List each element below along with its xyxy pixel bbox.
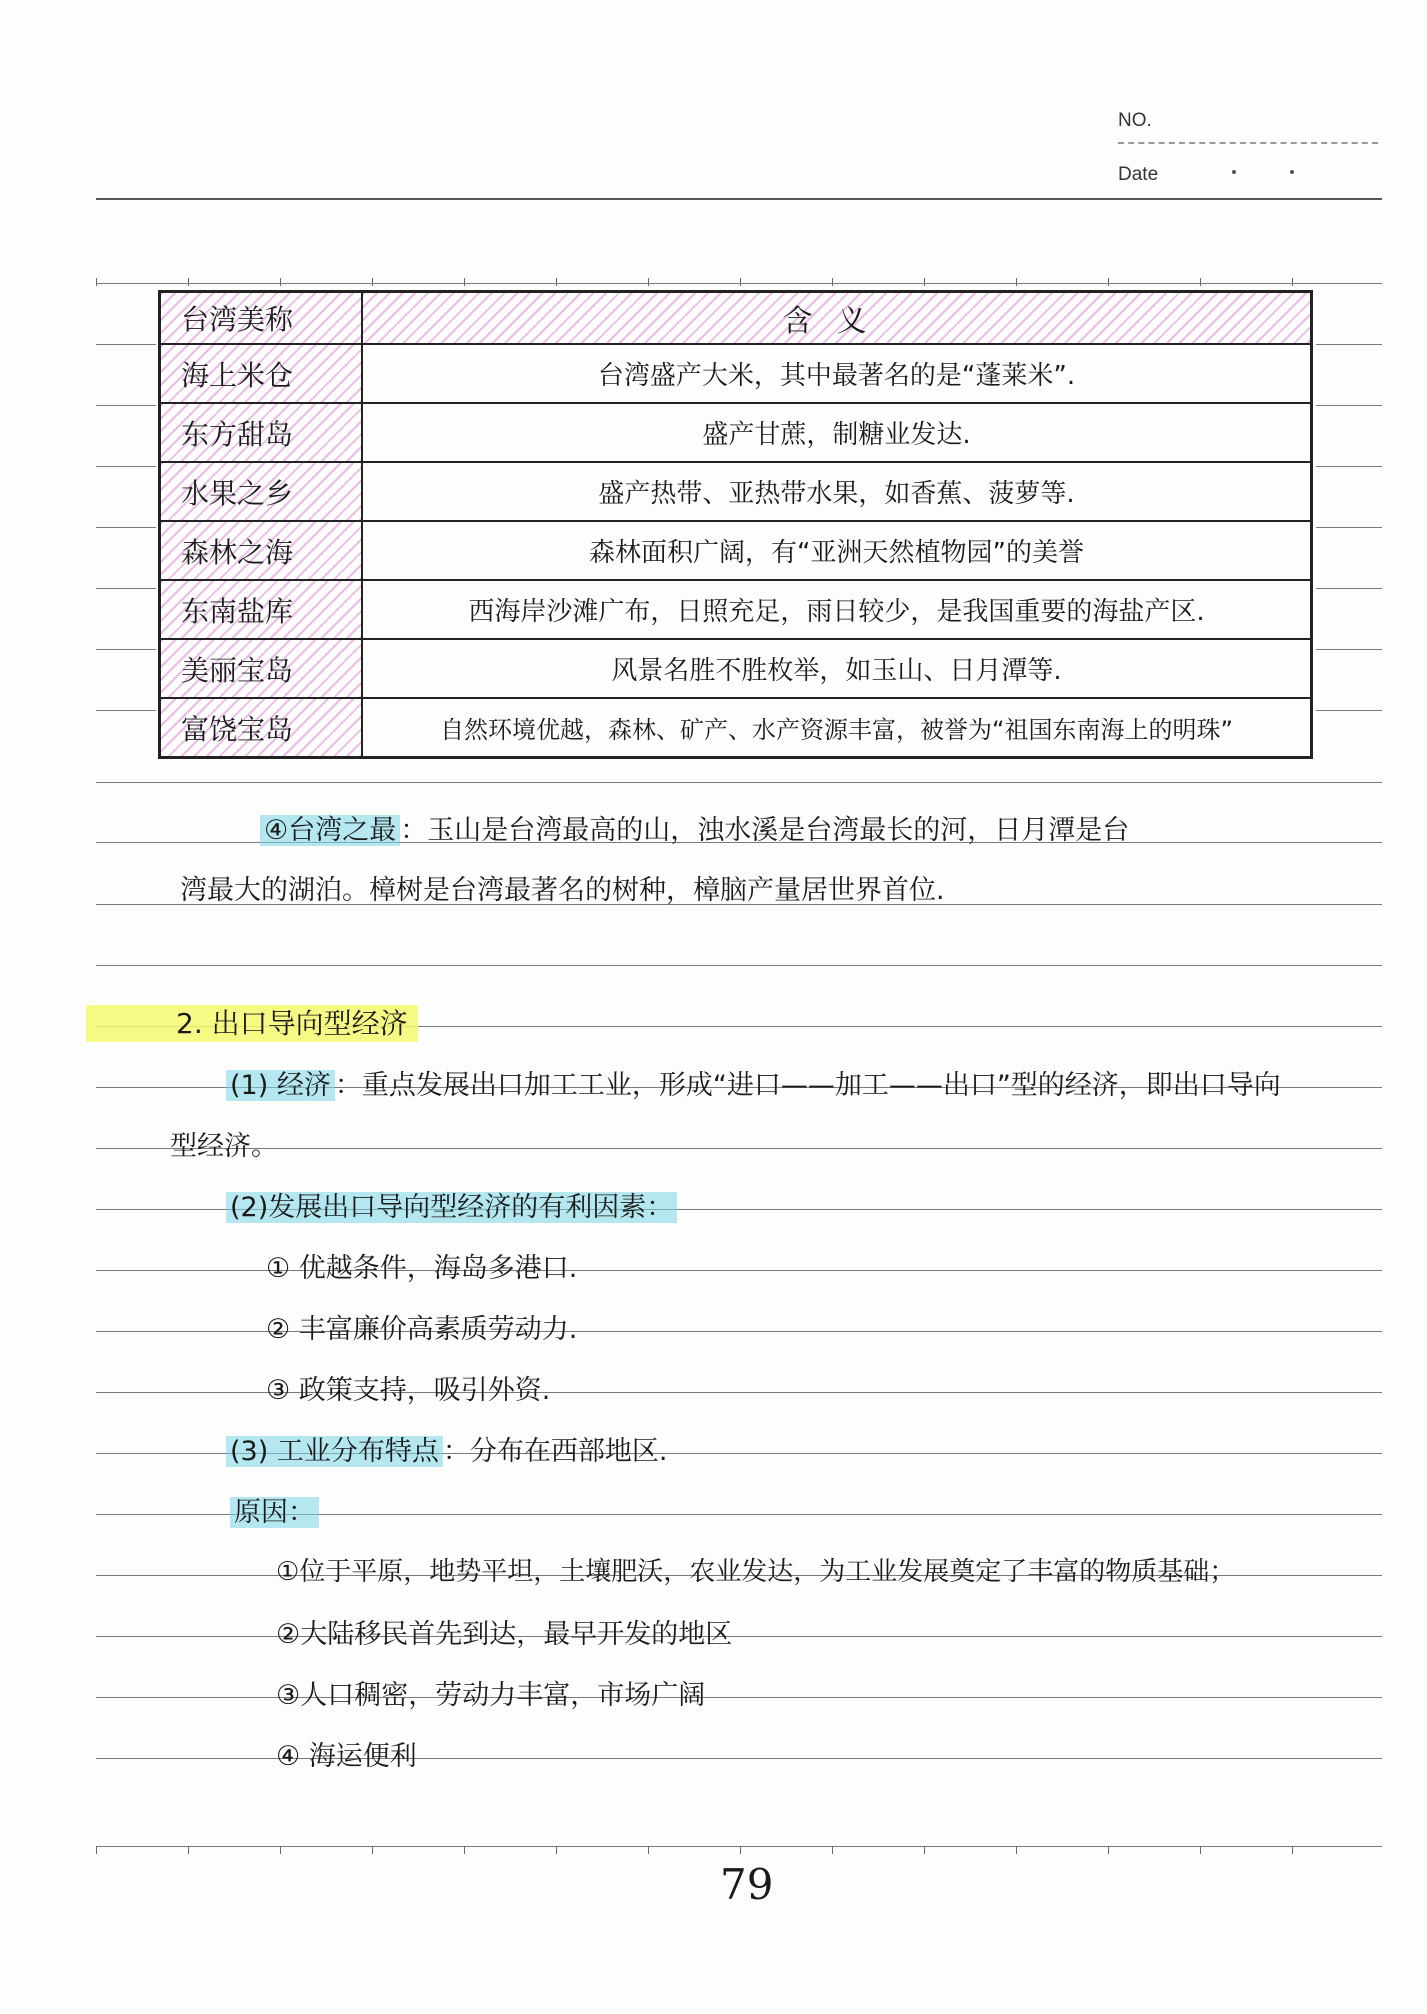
tick-mark xyxy=(740,1846,741,1854)
ruled-line xyxy=(1316,710,1382,711)
page-number: 79 xyxy=(720,1860,774,1909)
tick-row-top xyxy=(96,278,1382,286)
tick-mark xyxy=(648,278,649,286)
nickname-cell: 森林之海 xyxy=(161,522,363,579)
ruled-line xyxy=(1316,405,1382,406)
favorable-factors-heading xyxy=(226,1185,677,1224)
tick-mark xyxy=(740,278,741,286)
nickname-cell: 富饶宝岛 xyxy=(161,699,363,756)
taiwan-best-label: ④台湾之最 xyxy=(260,815,400,846)
date-label: Date xyxy=(1118,164,1159,185)
table-row xyxy=(161,343,1310,402)
tick-mark xyxy=(464,1846,465,1854)
tick-mark xyxy=(372,278,373,286)
table-header-meaning: 含义 xyxy=(363,293,1310,343)
tick-mark xyxy=(556,278,557,286)
meaning-cell: 森林面积广阔，有“亚洲天然植物园”的美誉 xyxy=(589,538,1084,568)
economy-label: (1) 经济 xyxy=(226,1070,335,1101)
section-title xyxy=(176,1002,418,1042)
tick-mark xyxy=(188,278,189,286)
factor-item: ② 丰富廉价高素质劳动力. xyxy=(266,1314,578,1345)
taiwan-best-text1: ：玉山是台湾最高的山，浊水溪是台湾最长的河，日月潭是台 xyxy=(400,815,1130,846)
table-header-row xyxy=(161,293,1310,343)
economy-text1: ：重点发展出口加工工业，形成“进口——加工——出口”型的经济，即出口导向 xyxy=(334,1070,1281,1101)
tick-mark xyxy=(1292,278,1293,286)
tick-mark xyxy=(464,278,465,286)
ruled-line xyxy=(1316,344,1382,345)
tick-mark xyxy=(96,1846,97,1854)
reason-item: ①位于平原，地势平坦，土壤肥沃，农业发达，为工业发展奠定了丰富的物质基础； xyxy=(276,1557,1236,1587)
table-row xyxy=(161,402,1310,461)
tick-mark xyxy=(832,278,833,286)
factor-item: ③ 政策支持，吸引外资. xyxy=(266,1375,551,1406)
tick-mark xyxy=(556,1846,557,1854)
date-dot xyxy=(1290,170,1294,174)
ruled-line xyxy=(96,527,156,528)
taiwan-best-line2: 湾最大的湖泊。樟树是台湾最著名的树种，樟脑产量居世界首位. xyxy=(180,875,945,906)
ruled-line xyxy=(96,782,1382,783)
reason-item: ③人口稠密，劳动力丰富，市场广阔 xyxy=(276,1680,706,1711)
nickname-cell: 海上米仓 xyxy=(161,345,363,402)
industry-distribution-label: (3) 工业分布特点 xyxy=(226,1436,443,1467)
factor-item: ① 优越条件，海岛多港口. xyxy=(266,1253,578,1284)
date-dot xyxy=(1232,170,1236,174)
ruled-line xyxy=(96,466,156,467)
industry-distribution-line xyxy=(226,1429,667,1468)
economy-line2: 型经济。 xyxy=(170,1131,278,1162)
reason-heading xyxy=(230,1490,319,1529)
tick-mark xyxy=(280,1846,281,1854)
ruled-line xyxy=(96,344,156,345)
ruled-line xyxy=(96,405,156,406)
tick-mark xyxy=(924,278,925,286)
ruled-line xyxy=(96,283,1382,284)
header-dashed-line xyxy=(1118,142,1378,144)
nickname-cell: 东南盐库 xyxy=(161,581,363,638)
tick-mark xyxy=(1292,1846,1293,1854)
ruled-line xyxy=(96,588,156,589)
tick-mark xyxy=(1016,278,1017,286)
ruled-line xyxy=(96,710,156,711)
ruled-line xyxy=(1316,649,1382,650)
meaning-cell: 西海岸沙滩广布，日照充足，雨日较少，是我国重要的海盐产区. xyxy=(468,597,1205,627)
table-row xyxy=(161,520,1310,579)
industry-distribution-text: ：分布在西部地区. xyxy=(442,1436,668,1467)
tick-mark xyxy=(1108,278,1109,286)
tick-mark xyxy=(188,1846,189,1854)
meaning-cell: 台湾盛产大米，其中最著名的是“蓬莱米”. xyxy=(597,361,1076,391)
tick-row-bottom xyxy=(96,1846,1382,1854)
taiwan-best-line1 xyxy=(260,808,1129,847)
table-row xyxy=(161,579,1310,638)
section-title-text: 2. 出口导向型经济 xyxy=(86,1005,418,1042)
tick-mark xyxy=(372,1846,373,1854)
table-header-nickname: 台湾美称 xyxy=(161,293,363,343)
ruled-line xyxy=(1316,466,1382,467)
ruled-line xyxy=(96,965,1382,966)
tick-mark xyxy=(924,1846,925,1854)
economy-line1 xyxy=(226,1063,1281,1102)
meaning-cell: 盛产热带、亚热带水果，如香蕉、菠萝等. xyxy=(598,479,1075,509)
nickname-cell: 东方甜岛 xyxy=(161,404,363,461)
reason-label: 原因： xyxy=(230,1497,319,1528)
tick-mark xyxy=(1200,278,1201,286)
tick-mark xyxy=(1108,1846,1109,1854)
number-label: NO. xyxy=(1118,110,1152,131)
tick-mark xyxy=(1016,1846,1017,1854)
meaning-cell: 自然环境优越，森林、矿产、水产资源丰富，被誉为“祖国东南海上的明珠” xyxy=(440,716,1233,744)
table-row xyxy=(161,638,1310,697)
tick-mark xyxy=(96,278,97,286)
nickname-cell: 水果之乡 xyxy=(161,463,363,520)
favorable-factors-label: (2)发展出口导向型经济的有利因素： xyxy=(226,1192,677,1223)
meaning-cell: 风景名胜不胜枚举，如玉山、日月潭等. xyxy=(611,656,1062,686)
tick-mark xyxy=(648,1846,649,1854)
nickname-cell: 美丽宝岛 xyxy=(161,640,363,697)
ruled-line xyxy=(1316,527,1382,528)
reason-item: ④ 海运便利 xyxy=(276,1741,417,1772)
ruled-line xyxy=(96,1148,1382,1149)
table-row xyxy=(161,461,1310,520)
taiwan-nicknames-table xyxy=(158,290,1313,759)
meaning-cell: 盛产甘蔗，制糖业发达. xyxy=(702,420,971,450)
ruled-line xyxy=(96,649,156,650)
header-rule xyxy=(96,198,1382,200)
tick-mark xyxy=(832,1846,833,1854)
ruled-line xyxy=(1316,588,1382,589)
table-row xyxy=(161,697,1310,756)
tick-mark xyxy=(280,278,281,286)
tick-mark xyxy=(1200,1846,1201,1854)
reason-item: ②大陆移民首先到达，最早开发的地区 xyxy=(276,1619,733,1650)
